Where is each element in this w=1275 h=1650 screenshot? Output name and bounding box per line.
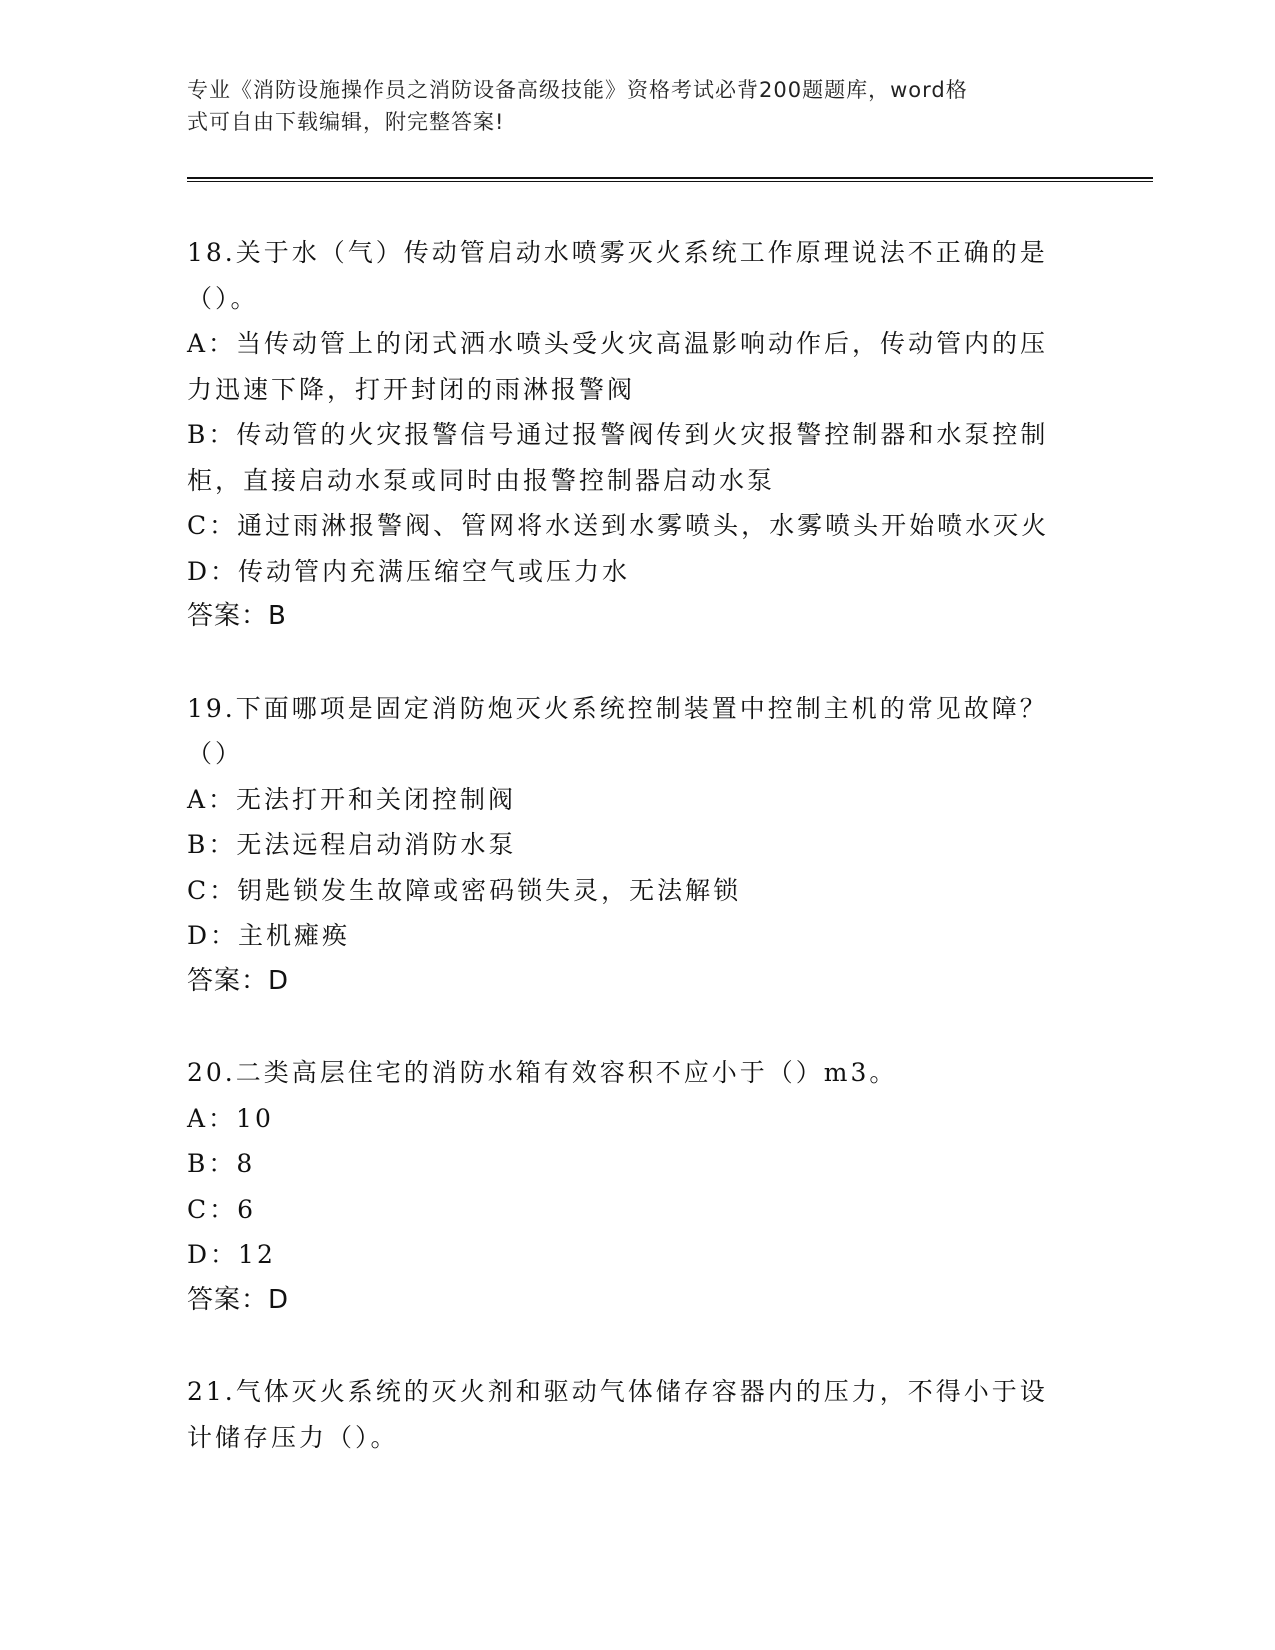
option-d: D：传动管内充满压缩空气或压力水	[187, 556, 631, 586]
answer-label: 答案：D	[187, 1284, 290, 1315]
header-line-2: 式可自由下载编辑，附完整答案!	[187, 110, 505, 134]
option-a: A：当传动管上的闭式洒水喷头受火灾高温影响动作后，传动管内的压	[187, 329, 1049, 358]
option-c: C：6	[187, 1194, 257, 1224]
option-c: C：钥匙锁发生故障或密码锁失灵，无法解锁	[187, 875, 742, 905]
answer-label: 答案：D	[187, 965, 290, 996]
answer-label: 答案：B	[187, 601, 287, 631]
option-b-continued: 柜，直接启动水泵或同时由报警控制器启动水泵	[187, 465, 776, 495]
document-header	[187, 74, 1077, 138]
option-b: B：无法远程启动消防水泵	[187, 830, 517, 859]
question-stem-continued: （）	[187, 739, 244, 768]
question-21	[187, 1369, 1087, 1460]
question-stem: 21.气体灭火系统的灭火剂和驱动气体储存容器内的压力，不得小于设	[187, 1377, 1048, 1406]
question-list	[187, 230, 1087, 1460]
option-a: A：10	[187, 1103, 274, 1133]
question-stem-continued: （）。	[187, 283, 259, 313]
option-b: B：8	[187, 1149, 256, 1178]
option-a: A：无法打开和关闭控制阀	[187, 784, 517, 814]
question-stem: 20.二类高层住宅的消防水箱有效容积不应小于（）m3。	[187, 1058, 898, 1087]
question-stem: 18.关于水（气）传动管启动水喷雾灭火系统工作原理说法不正确的是	[187, 238, 1048, 267]
option-d: D：12	[187, 1240, 276, 1269]
option-c: C：通过雨淋报警阀、管网将水送到水雾喷头，水雾喷头开始喷水灭火	[187, 511, 1050, 540]
option-b: B：传动管的火灾报警信号通过报警阀传到火灾报警控制器和水泵控制	[187, 420, 1049, 449]
question-18	[187, 230, 1087, 640]
header-line-1: 专业《消防设施操作员之消防设备高级技能》资格考试必背200题题库，word格	[187, 78, 968, 102]
question-20	[187, 1050, 1087, 1323]
option-a-continued: 力迅速下降，打开封闭的雨淋报警阀	[187, 374, 636, 404]
option-d: D：主机瘫痪	[187, 921, 351, 950]
header-divider	[187, 177, 1153, 182]
question-stem: 19.下面哪项是固定消防炮灭火系统控制装置中控制主机的常见故障？	[187, 693, 1048, 723]
question-19	[187, 686, 1087, 1005]
question-stem-continued: 计储存压力（）。	[187, 1422, 399, 1452]
